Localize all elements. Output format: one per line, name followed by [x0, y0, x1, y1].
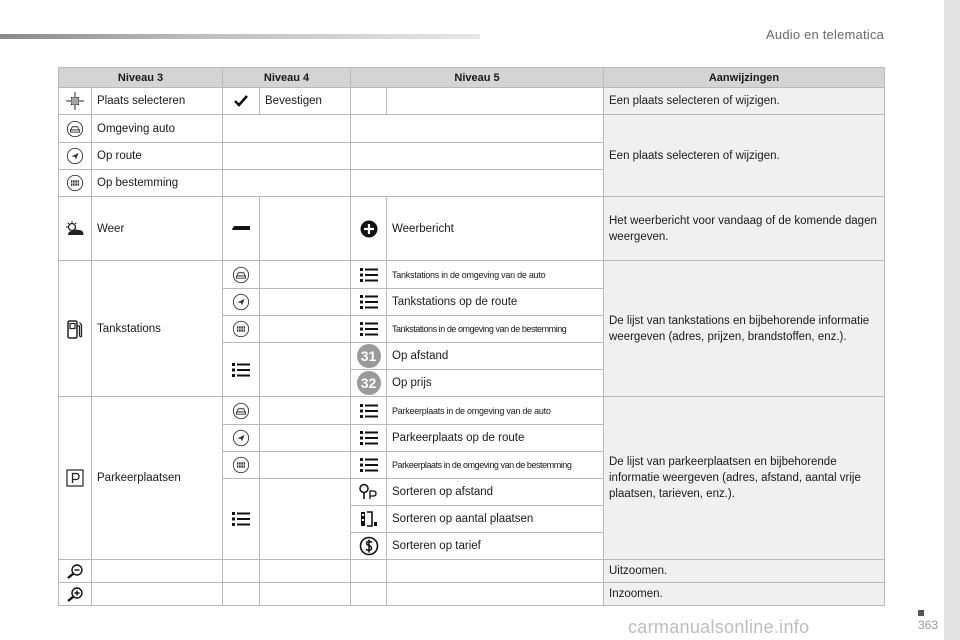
- table-header-row: [59, 68, 885, 88]
- level5-label: Sorteren op aantal plaatsen: [387, 506, 604, 533]
- column-header: Niveau 4: [223, 68, 351, 88]
- car-area-icon: [66, 120, 84, 138]
- map-crosshair-icon: [65, 91, 85, 111]
- parking-icon: [66, 469, 84, 487]
- section-title: Audio en telematica: [766, 27, 884, 42]
- destination-grid-icon: [66, 174, 84, 192]
- level5-label: Weerbericht: [387, 197, 604, 261]
- car-area-icon: [232, 402, 250, 420]
- table-row: [59, 197, 885, 261]
- destination-grid-icon: [232, 456, 250, 474]
- level3-label: Parkeerplaatsen: [92, 397, 223, 560]
- parking-spaces-icon: [359, 510, 379, 528]
- table-row: [59, 583, 885, 606]
- instruction-text: Een plaats selecteren of wijzigen.: [604, 88, 885, 115]
- level5-label: Tankstations in de omgeving van de auto: [392, 269, 546, 280]
- weather-icon: [64, 220, 86, 238]
- list-icon: [359, 430, 379, 446]
- watermark-text: carmanualsonline.info: [628, 617, 810, 637]
- table-row: [59, 261, 885, 289]
- level3-label: Op route: [92, 143, 223, 170]
- zoom-in-icon: [65, 586, 85, 602]
- header-gradient-bar: [0, 34, 480, 39]
- zoom-out-icon: [65, 563, 85, 579]
- column-header: Aanwijzingen: [604, 68, 885, 88]
- level5-label: Op afstand: [387, 343, 604, 370]
- table-row: [59, 88, 885, 115]
- page-marker: [918, 610, 924, 616]
- table-row: [59, 115, 885, 143]
- level5-label: Parkeerplaats in de omgeving van de bestemming: [392, 460, 572, 470]
- car-area-icon: [232, 266, 250, 284]
- level3-label: Weer: [92, 197, 223, 261]
- level3-label: Plaats selecteren: [92, 88, 223, 115]
- instruction-text: Inzoomen.: [604, 583, 885, 606]
- table-row: [59, 397, 885, 425]
- list-icon: [231, 511, 251, 527]
- list-icon: [359, 403, 379, 419]
- list-icon: [231, 362, 251, 378]
- list-icon: [359, 321, 379, 337]
- level5-label: Tankstations in de omgeving van de bestemming: [392, 324, 567, 334]
- column-header: Niveau 3: [59, 68, 223, 88]
- level3-label: Op bestemming: [92, 170, 223, 197]
- column-header: Niveau 5: [351, 68, 604, 88]
- list-icon: [359, 294, 379, 310]
- level5-label: Parkeerplaats in de omgeving van de auto: [392, 405, 551, 416]
- instruction-text: De lijst van tankstations en bijbehorende informatie weergeven (adres, prijzen, brandstoffen, enz.).: [604, 261, 885, 397]
- list-icon: [359, 267, 379, 283]
- level3-label: Omgeving auto: [92, 115, 223, 143]
- list-icon: [359, 457, 379, 473]
- callout-badge: 31: [357, 344, 381, 368]
- ellipsis-icon: [231, 224, 251, 232]
- table-row: [59, 560, 885, 583]
- level5-label: Sorteren op afstand: [387, 479, 604, 506]
- fuel-pump-icon: [66, 318, 84, 340]
- plus-circle-icon: [360, 220, 378, 238]
- check-icon: [234, 95, 248, 107]
- route-arrow-icon: [232, 429, 250, 447]
- level4-label: Bevestigen: [260, 88, 351, 115]
- instruction-text: Uitzoomen.: [604, 560, 885, 583]
- distance-pin-icon: [358, 483, 380, 501]
- page-edge-strip: [944, 0, 960, 640]
- menu-table: [58, 67, 885, 606]
- destination-grid-icon: [232, 320, 250, 338]
- callout-badge: 32: [357, 371, 381, 395]
- level3-label: Tankstations: [92, 261, 223, 397]
- instruction-text: Een plaats selecteren of wijzigen.: [604, 115, 885, 197]
- page-number: 363: [917, 618, 938, 632]
- instruction-text: Het weerbericht voor vandaag of de komende dagen weergeven.: [604, 197, 885, 261]
- level5-label: Sorteren op tarief: [387, 533, 604, 560]
- route-arrow-icon: [232, 293, 250, 311]
- level5-label: Tankstations op de route: [387, 289, 604, 316]
- route-arrow-icon: [66, 147, 84, 165]
- level5-label: Parkeerplaats op de route: [387, 425, 604, 452]
- level5-label: Op prijs: [387, 370, 604, 397]
- dollar-icon: [359, 536, 379, 556]
- instruction-text: De lijst van parkeerplaatsen en bijbehorende informatie weergeven (adres, afstand, aantal vrije plaatsen, tarieven, enz.).: [604, 397, 885, 560]
